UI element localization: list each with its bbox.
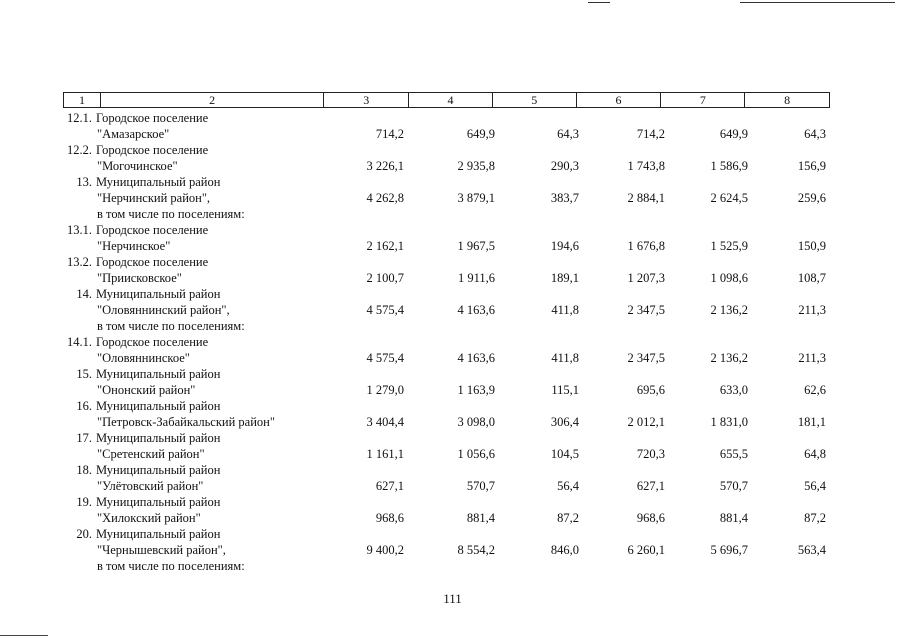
row-number: 13.2. xyxy=(67,255,92,269)
value-cell: 570,7 xyxy=(466,479,495,493)
value-cell: 115,1 xyxy=(551,383,579,397)
value-cell: 2 100,7 xyxy=(366,271,404,285)
value-cell: 87,2 xyxy=(557,511,579,525)
top-rule xyxy=(588,2,610,3)
row-number: 12.2. xyxy=(67,143,92,157)
value-cell: 411,8 xyxy=(551,303,579,317)
row-label: Муниципальный район xyxy=(96,287,221,301)
table-row xyxy=(0,542,905,558)
row-number: 18. xyxy=(76,463,92,477)
row-label: Городское поселение xyxy=(96,143,209,157)
row-number: 13.1. xyxy=(67,223,92,237)
value-cell: 181,1 xyxy=(797,415,826,429)
value-cell: 1 967,5 xyxy=(457,239,495,253)
row-name: "Оловяннинское" xyxy=(97,351,190,365)
value-cell: 1 743,8 xyxy=(627,159,665,173)
value-cell: 633,0 xyxy=(719,383,748,397)
row-name: "Улётовский район" xyxy=(97,479,204,493)
row-name: "Могочинское" xyxy=(97,159,178,173)
table-row xyxy=(0,446,905,462)
subtitle-line xyxy=(0,318,905,334)
table-header-row xyxy=(63,92,830,108)
value-cell: 846,0 xyxy=(550,543,579,557)
value-cell: 1 056,6 xyxy=(457,447,495,461)
value-cell: 2 347,5 xyxy=(627,303,665,317)
header-cell: 8 xyxy=(744,93,829,107)
value-cell: 695,6 xyxy=(636,383,665,397)
row-name: "Ононский район" xyxy=(97,383,196,397)
table-row-title-line xyxy=(0,110,905,126)
table-row-title-line xyxy=(0,430,905,446)
value-cell: 194,6 xyxy=(550,239,579,253)
value-cell: 1 098,6 xyxy=(710,271,748,285)
row-number: 14.1. xyxy=(67,335,92,349)
table-row xyxy=(0,126,905,142)
table-row-title-line xyxy=(0,222,905,238)
value-cell: 627,1 xyxy=(636,479,665,493)
header-cell: 1 xyxy=(78,93,85,107)
row-name: "Петровск-Забайкальский район" xyxy=(97,415,275,429)
settlements-note: в том числе по поселениям: xyxy=(97,319,245,333)
value-cell: 104,5 xyxy=(550,447,579,461)
value-cell: 2 935,8 xyxy=(457,159,495,173)
value-cell: 649,9 xyxy=(719,127,748,141)
value-cell: 64,8 xyxy=(804,447,826,461)
row-name: "Хилокский район" xyxy=(97,511,201,525)
row-label: Муниципальный район xyxy=(96,367,221,381)
header-cell: 5 xyxy=(492,93,576,107)
row-number: 17. xyxy=(76,431,92,445)
value-cell: 4 575,4 xyxy=(366,351,404,365)
value-cell: 1 161,1 xyxy=(366,447,404,461)
value-cell: 56,4 xyxy=(804,479,826,493)
value-cell: 383,7 xyxy=(550,191,579,205)
value-cell: 56,4 xyxy=(557,479,579,493)
value-cell: 2 012,1 xyxy=(627,415,665,429)
row-label: Муниципальный район xyxy=(96,399,221,413)
header-cell: 4 xyxy=(408,93,492,107)
row-label: Муниципальный район xyxy=(96,175,221,189)
value-cell: 2 136,2 xyxy=(710,351,748,365)
value-cell: 1 163,9 xyxy=(457,383,495,397)
bottom-rule xyxy=(0,635,48,636)
value-cell: 87,2 xyxy=(804,511,826,525)
table-row-title-line xyxy=(0,462,905,478)
table-row xyxy=(0,158,905,174)
row-label: Городское поселение xyxy=(96,111,209,125)
row-label: Городское поселение xyxy=(96,335,209,349)
table-row-title-line xyxy=(0,526,905,542)
value-cell: 4 163,6 xyxy=(457,351,495,365)
subtitle-line xyxy=(0,558,905,574)
value-cell: 2 347,5 xyxy=(627,351,665,365)
value-cell: 1 525,9 xyxy=(710,239,748,253)
value-cell: 290,3 xyxy=(550,159,579,173)
value-cell: 3 098,0 xyxy=(457,415,495,429)
row-number: 16. xyxy=(76,399,92,413)
value-cell: 563,4 xyxy=(797,543,826,557)
value-cell: 211,3 xyxy=(798,303,826,317)
table-row xyxy=(0,382,905,398)
value-cell: 259,6 xyxy=(797,191,826,205)
table-row-title-line xyxy=(0,398,905,414)
value-cell: 8 554,2 xyxy=(457,543,495,557)
settlements-note: в том числе по поселениям: xyxy=(97,207,245,221)
value-cell: 2 624,5 xyxy=(710,191,748,205)
value-cell: 1 831,0 xyxy=(710,415,748,429)
settlements-note: в том числе по поселениям: xyxy=(97,559,245,573)
value-cell: 64,3 xyxy=(557,127,579,141)
row-number: 12.1. xyxy=(67,111,92,125)
row-label: Городское поселение xyxy=(96,255,209,269)
table-row-title-line xyxy=(0,334,905,350)
value-cell: 570,7 xyxy=(719,479,748,493)
page-number: 111 xyxy=(443,591,462,606)
subtitle-line xyxy=(0,206,905,222)
row-number: 19. xyxy=(76,495,92,509)
value-cell: 189,1 xyxy=(550,271,579,285)
value-cell: 3 879,1 xyxy=(457,191,495,205)
row-name: "Сретенский район" xyxy=(97,447,205,461)
value-cell: 5 696,7 xyxy=(710,543,748,557)
row-name: "Нерчинское" xyxy=(97,239,171,253)
value-cell: 4 163,6 xyxy=(457,303,495,317)
value-cell: 150,9 xyxy=(797,239,826,253)
value-cell: 4 575,4 xyxy=(366,303,404,317)
value-cell: 306,4 xyxy=(550,415,579,429)
value-cell: 649,9 xyxy=(466,127,495,141)
row-number: 15. xyxy=(76,367,92,381)
value-cell: 655,5 xyxy=(719,447,748,461)
table-row xyxy=(0,478,905,494)
table-row xyxy=(0,302,905,318)
header-cell: 3 xyxy=(323,93,408,107)
value-cell: 881,4 xyxy=(719,511,748,525)
value-cell: 6 260,1 xyxy=(627,543,665,557)
value-cell: 720,3 xyxy=(636,447,665,461)
value-cell: 2 162,1 xyxy=(366,239,404,253)
value-cell: 3 226,1 xyxy=(366,159,404,173)
table-row-title-line xyxy=(0,142,905,158)
value-cell: 714,2 xyxy=(636,127,665,141)
table-row-title-line xyxy=(0,174,905,190)
value-cell: 211,3 xyxy=(798,351,826,365)
value-cell: 64,3 xyxy=(804,127,826,141)
value-cell: 968,6 xyxy=(636,511,665,525)
row-label: Муниципальный район xyxy=(96,495,221,509)
value-cell: 156,9 xyxy=(797,159,826,173)
value-cell: 2 136,2 xyxy=(710,303,748,317)
value-cell: 1 676,8 xyxy=(627,239,665,253)
row-name: "Чернышевский район", xyxy=(97,543,226,557)
top-rule xyxy=(740,2,895,3)
value-cell: 4 262,8 xyxy=(366,191,404,205)
value-cell: 1 911,6 xyxy=(457,271,495,285)
header-cell: 6 xyxy=(576,93,661,107)
row-name: "Приисковское" xyxy=(97,271,182,285)
value-cell: 2 884,1 xyxy=(627,191,665,205)
value-cell: 881,4 xyxy=(466,511,495,525)
row-name: "Амазарское" xyxy=(97,127,170,141)
row-label: Муниципальный район xyxy=(96,463,221,477)
table-row xyxy=(0,350,905,366)
header-cell: 7 xyxy=(660,93,744,107)
value-cell: 108,7 xyxy=(797,271,826,285)
row-label: Городское поселение xyxy=(96,223,209,237)
table-row xyxy=(0,238,905,254)
row-name: "Нерчинский район", xyxy=(97,191,211,205)
table-row xyxy=(0,510,905,526)
table-row-title-line xyxy=(0,254,905,270)
value-cell: 627,1 xyxy=(375,479,404,493)
value-cell: 3 404,4 xyxy=(366,415,404,429)
row-label: Муниципальный район xyxy=(96,431,221,445)
value-cell: 968,6 xyxy=(375,511,404,525)
value-cell: 1 586,9 xyxy=(710,159,748,173)
row-number: 20. xyxy=(76,527,92,541)
table-row-title-line xyxy=(0,494,905,510)
value-cell: 62,6 xyxy=(804,383,826,397)
value-cell: 1 207,3 xyxy=(627,271,665,285)
value-cell: 1 279,0 xyxy=(366,383,404,397)
row-name: "Оловяннинский район", xyxy=(97,303,230,317)
value-cell: 411,8 xyxy=(551,351,579,365)
table-row xyxy=(0,270,905,286)
row-label: Муниципальный район xyxy=(96,527,221,541)
value-cell: 714,2 xyxy=(375,127,404,141)
row-number: 14. xyxy=(76,287,92,301)
table-row-title-line xyxy=(0,366,905,382)
value-cell: 9 400,2 xyxy=(366,543,404,557)
row-number: 13. xyxy=(76,175,92,189)
table-row-title-line xyxy=(0,286,905,302)
header-cell: 2 xyxy=(100,93,323,107)
table-row xyxy=(0,414,905,430)
table-row xyxy=(0,190,905,206)
